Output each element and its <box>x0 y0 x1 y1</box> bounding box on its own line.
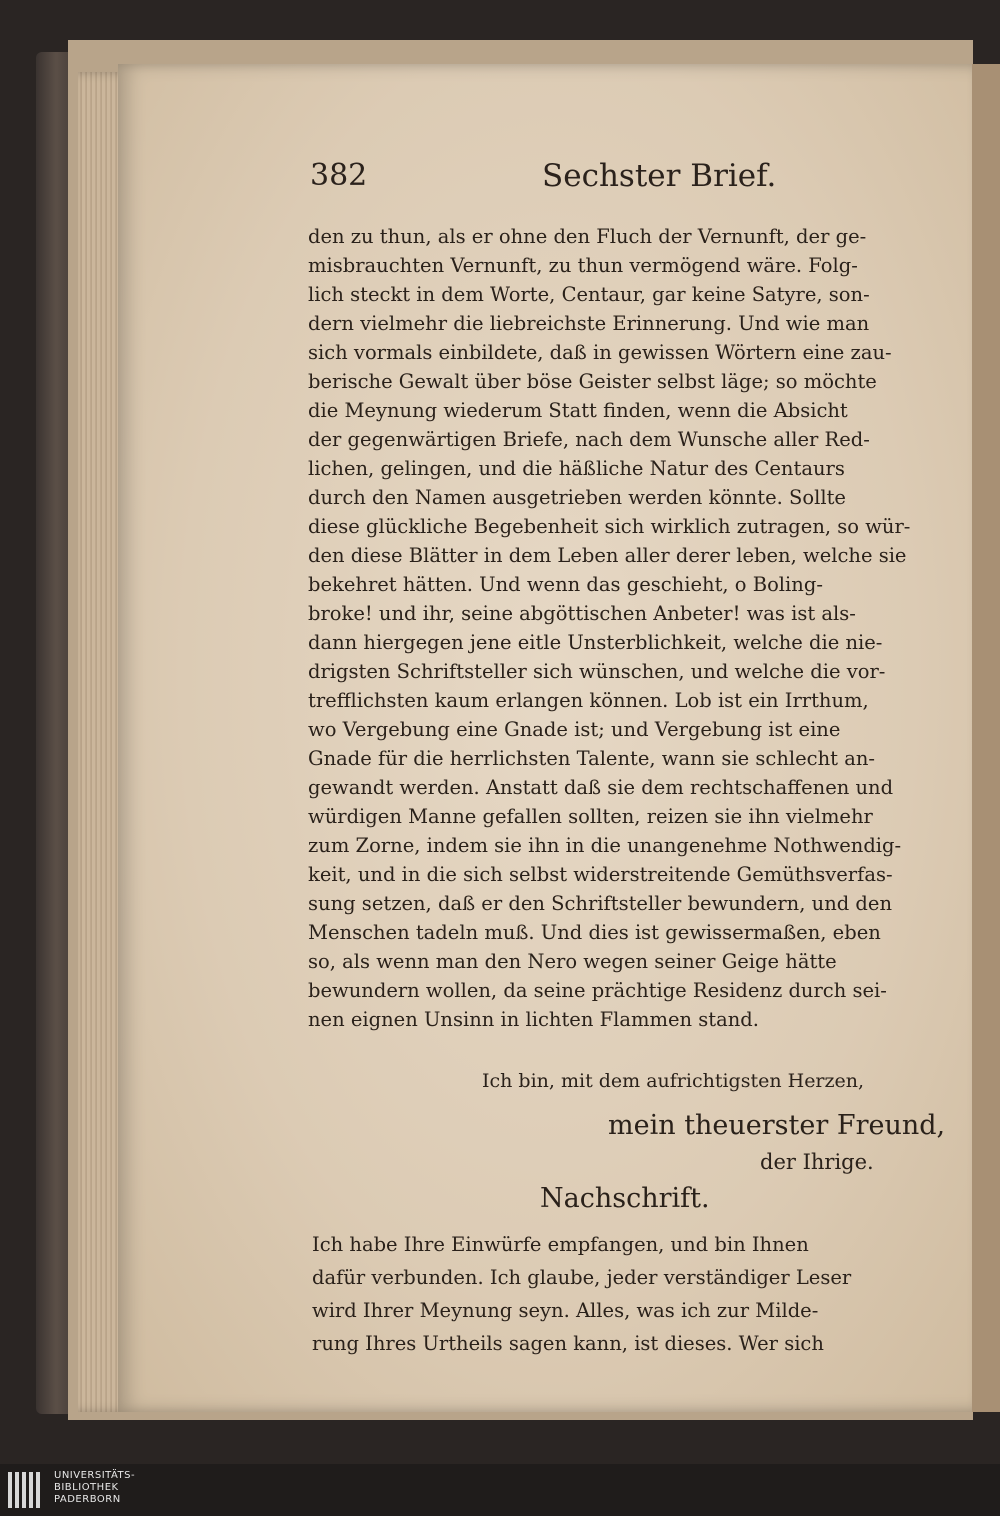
text-line: zum Zorne, indem sie ihn in die unangenehme Nothwendig- <box>308 834 902 857</box>
text-line: gewandt werden. Anstatt daß sie dem rechtschaffenen und <box>308 776 894 799</box>
library-logo-text <box>54 1470 135 1506</box>
page-number: 382 <box>310 158 368 193</box>
text-line: broke! und ihr, seine abgöttischen Anbeter! was ist als- <box>308 602 856 625</box>
logo-line: PADERBORN <box>54 1494 121 1505</box>
text-line: den zu thun, als er ohne den Fluch der Vernunft, der ge- <box>308 225 867 248</box>
text-line: wird Ihrer Meynung seyn. Alles, was ich zur Milde- <box>312 1299 819 1322</box>
text-line: diese glückliche Begebenheit sich wirklich zutragen, so wür- <box>308 515 911 538</box>
library-footer <box>0 1464 1000 1516</box>
next-page-edge <box>972 64 1000 1412</box>
text-line: lich steckt in dem Worte, Centaur, gar keine Satyre, son- <box>308 283 870 306</box>
logo-line: BIBLIOTHEK <box>54 1482 119 1493</box>
closing-signature: der Ihrige. <box>760 1150 874 1174</box>
postscript-text <box>312 1228 940 1360</box>
text-line: Gnade für die herrlichsten Talente, wann sie schlecht an- <box>308 747 875 770</box>
body-text <box>308 222 940 1034</box>
postscript-title: Nachschrift. <box>540 1183 710 1214</box>
text-line: bekehret hätten. Und wenn das geschieht, o Boling- <box>308 573 823 596</box>
text-line: Ich habe Ihre Einwürfe empfangen, und bin Ihnen <box>312 1233 809 1256</box>
text-line: trefflichsten kaum erlangen können. Lob ist ein Irrthum, <box>308 689 869 712</box>
text-line: sung setzen, daß er den Schriftsteller bewundern, und den <box>308 892 893 915</box>
text-line: nen eignen Unsinn in lichten Flammen stand. <box>308 1008 759 1031</box>
text-line: dern vielmehr die liebreichste Erinnerung. Und wie man <box>308 312 870 335</box>
text-line: der gegenwärtigen Briefe, nach dem Wunsche aller Red- <box>308 428 870 451</box>
closing-line-1: Ich bin, mit dem aufrichtigsten Herzen, <box>482 1070 865 1092</box>
text-line: lichen, gelingen, und die häßliche Natur des Centaurs <box>308 457 845 480</box>
text-line: sich vormals einbildete, daß in gewissen Wörtern eine zau- <box>308 341 892 364</box>
text-line: dafür verbunden. Ich glaube, jeder verständiger Leser <box>312 1266 852 1289</box>
running-title: Sechster Brief. <box>542 158 777 194</box>
text-line: berische Gewalt über böse Geister selbst läge; so möchte <box>308 370 877 393</box>
text-line: misbrauchten Vernunft, zu thun vermögend wäre. Folg- <box>308 254 858 277</box>
text-line: so, als wenn man den Nero wegen seiner Geige hätte <box>308 950 837 973</box>
text-line: wo Vergebung eine Gnade ist; und Vergebung ist eine <box>308 718 841 741</box>
text-line: den diese Blätter in dem Leben aller derer leben, welche sie <box>308 544 907 567</box>
page-header <box>310 158 940 208</box>
library-logo-icon <box>8 1472 46 1508</box>
logo-line: UNIVERSITÄTS- <box>54 1470 136 1481</box>
text-line: Menschen tadeln muß. Und dies ist gewissermaßen, eben <box>308 921 881 944</box>
text-line: durch den Namen ausgetrieben werden könnte. Sollte <box>308 486 846 509</box>
text-line: rung Ihres Urtheils sagen kann, ist dieses. Wer sich <box>312 1332 824 1355</box>
text-line: dann hiergegen jene eitle Unsterblichkeit, welche die nie- <box>308 631 883 654</box>
text-line: die Meynung wiederum Statt finden, wenn die Absicht <box>308 399 848 422</box>
text-line: keit, und in die sich selbst widerstreitende Gemüthsverfas- <box>308 863 893 886</box>
text-line: drigsten Schriftsteller sich wünschen, und welche die vor- <box>308 660 886 683</box>
closing-salutation: mein theuerster Freund, <box>608 1110 946 1141</box>
text-line: bewundern wollen, da seine prächtige Residenz durch sei- <box>308 979 887 1002</box>
text-line: würdigen Manne gefallen sollten, reizen sie ihn vielmehr <box>308 805 873 828</box>
